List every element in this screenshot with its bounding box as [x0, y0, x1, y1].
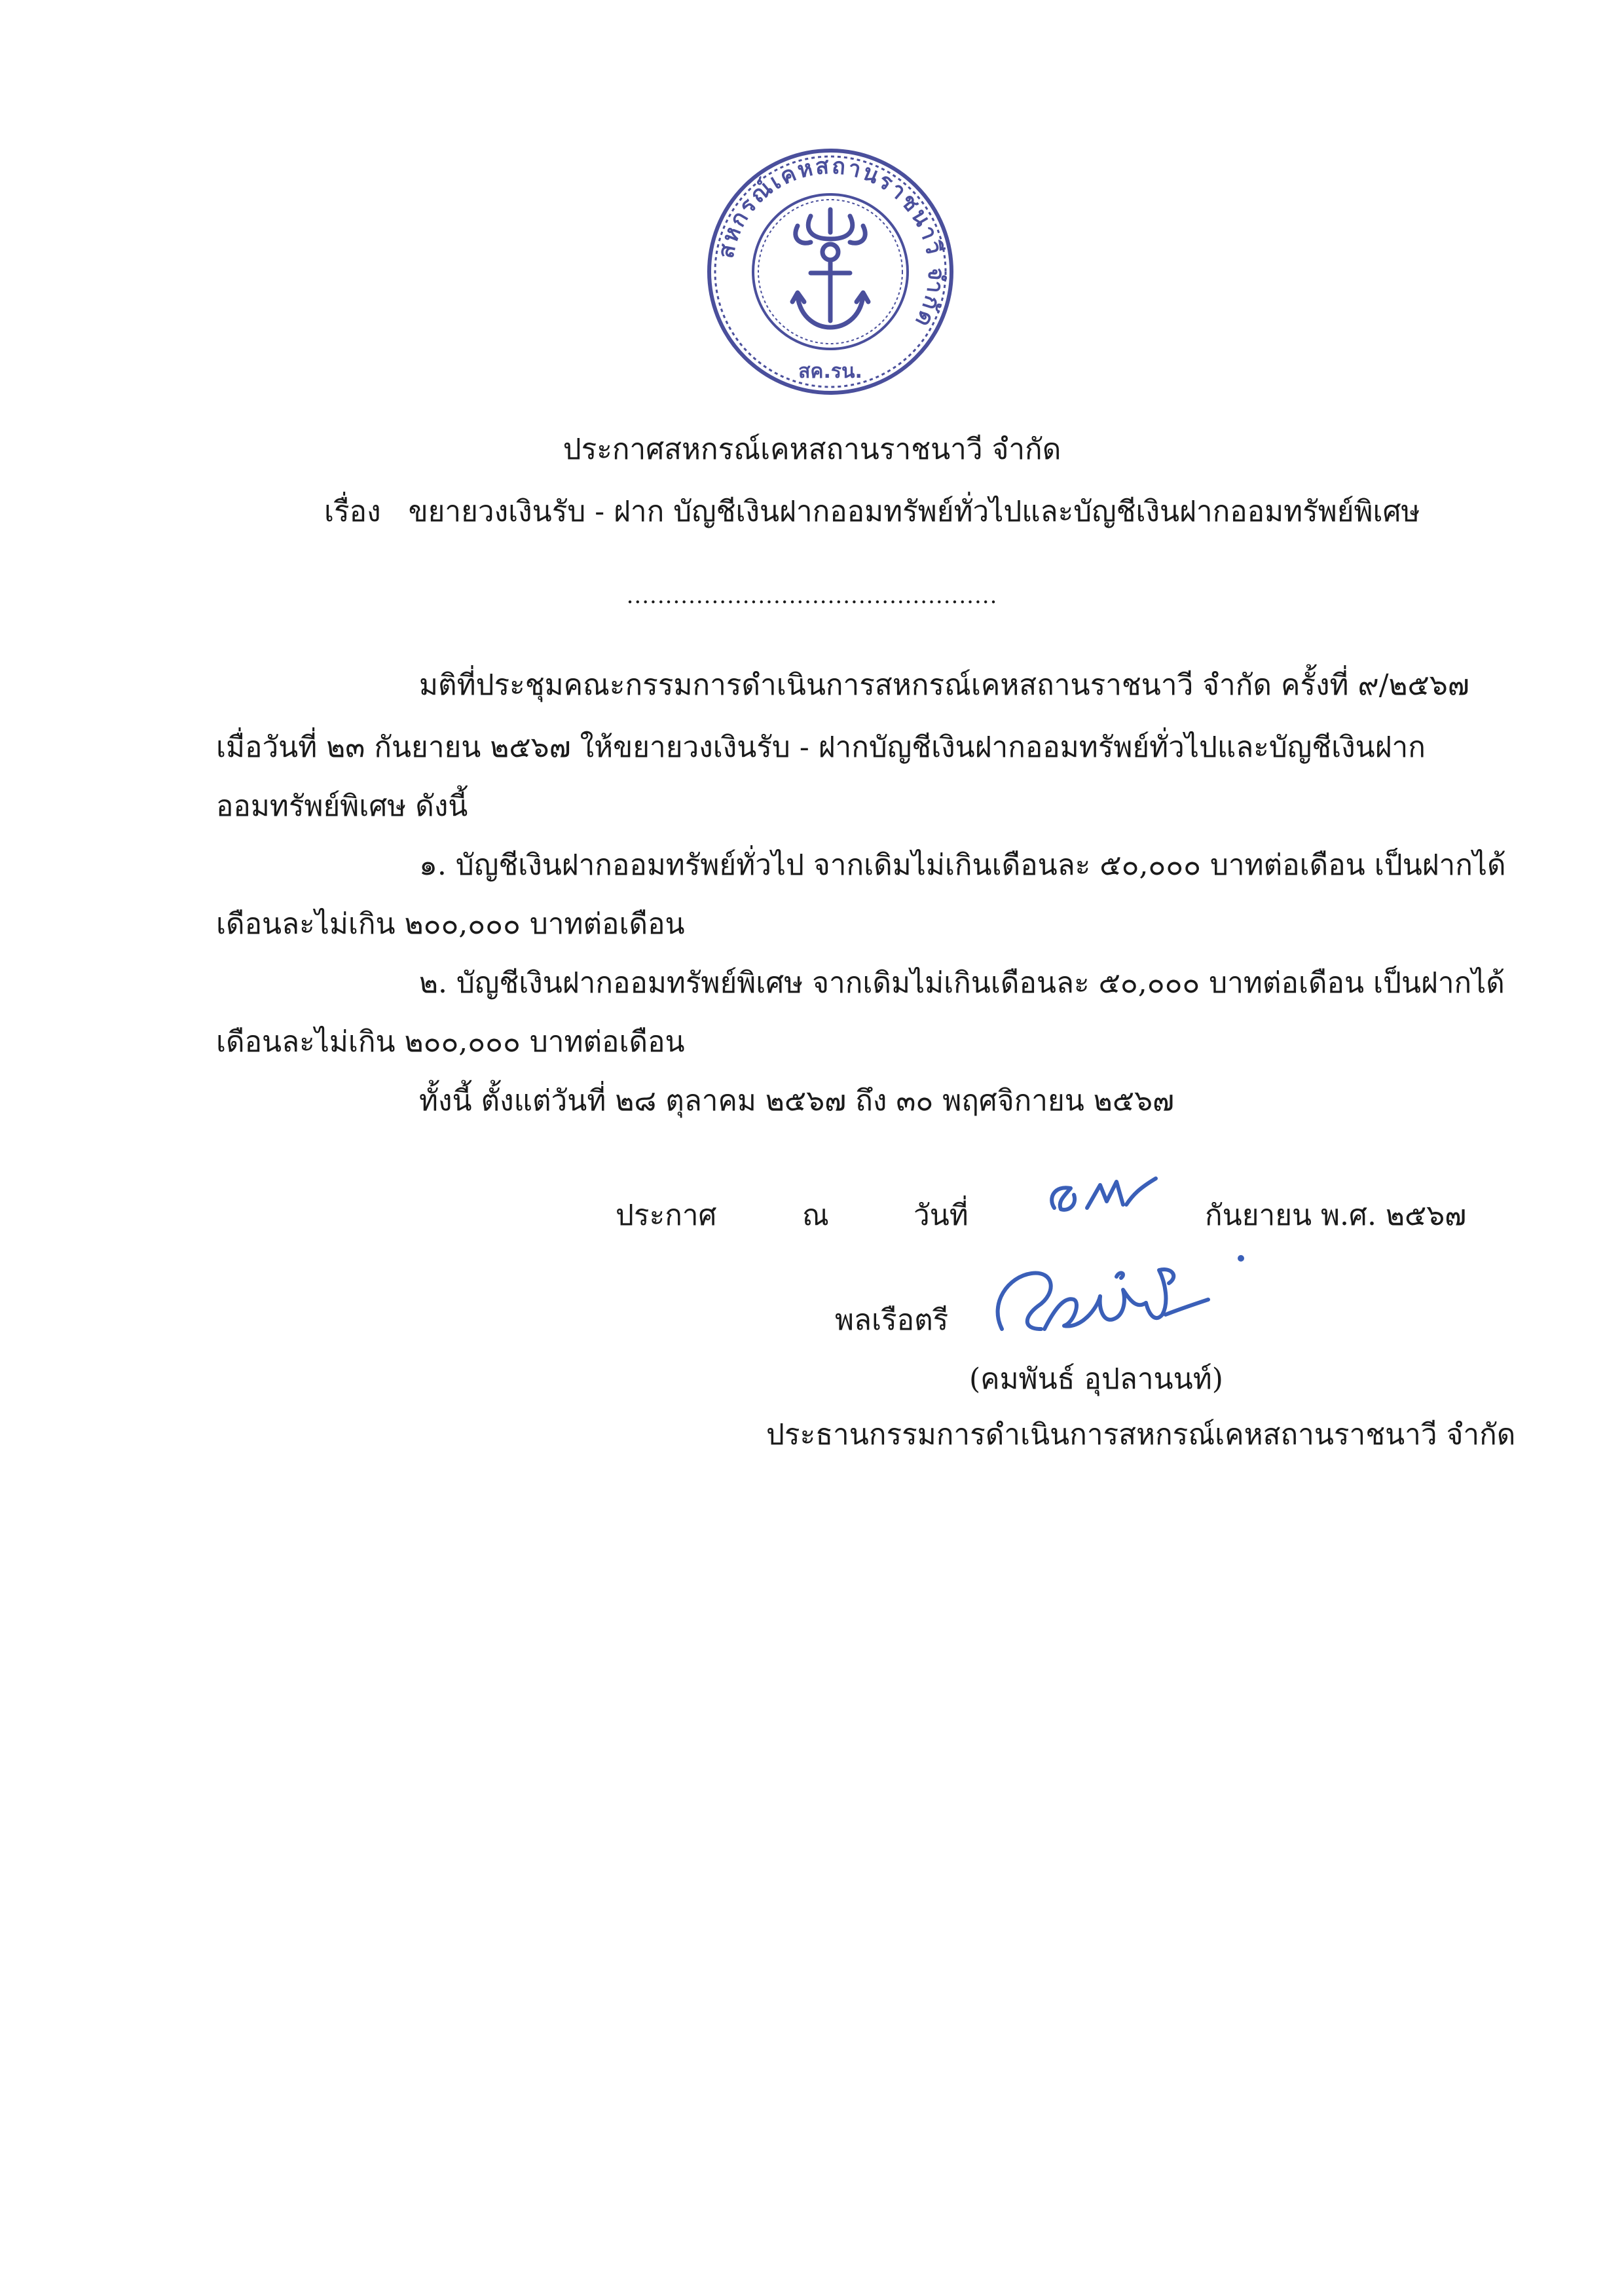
signatory-rank: พลเรือตรี	[835, 1303, 949, 1337]
cooperative-seal-logo	[706, 147, 955, 396]
item-1-line-2: เดือนละไม่เกิน ๒๐๐,๐๐๐ บาทต่อเดือน	[216, 907, 685, 941]
subject-label: เรื่อง	[324, 495, 381, 528]
effective-period: ทั้งนี้ ตั้งแต่วันที่ ๒๘ ตุลาคม ๒๕๖๗ ถึง ๓๐ พฤศจิกายน ๒๕๖๗	[419, 1084, 1175, 1118]
resolution-line-2: เมื่อวันที่ ๒๓ กันยายน ๒๕๖๗ ให้ขยายวงเงินรับ - ฝากบัญชีเงินฝากออมทรัพย์ทั่วไปและบัญชีเงินฝาก	[216, 731, 1426, 764]
seal-org-text: สหกรณ์เคหสถานราชนาวี จำกัด	[712, 153, 950, 333]
announcement-title: ประกาศสหกรณ์เคหสถานราชนาวี จำกัด	[563, 433, 1061, 466]
handwritten-day	[1041, 1169, 1172, 1221]
subject-line	[324, 495, 1420, 528]
handwritten-signature	[982, 1237, 1257, 1349]
resolution-line-1: มติที่ประชุมคณะกรรมการดำเนินการสหกรณ์เคหสถานราชนาวี จำกัด ครั้งที่ ๙/๒๕๖๗	[419, 668, 1469, 702]
resolution-line-3: ออมทรัพย์พิเศษ ดังนี้	[216, 790, 468, 823]
subject-text: ขยายวงเงินรับ - ฝาก บัญชีเงินฝากออมทรัพย์ทั่วไปและบัญชีเงินฝากออมทรัพย์พิเศษ	[408, 495, 1420, 528]
item-2-line-2: เดือนละไม่เกิน ๒๐๐,๐๐๐ บาทต่อเดือน	[216, 1025, 685, 1059]
signatory-name: (คมพันธ์ อุปลานนท์)	[969, 1362, 1223, 1396]
seal-abbrev-text: สค.รน.	[798, 360, 862, 383]
announce-word: ประกาศ	[616, 1199, 717, 1232]
item-2-line-1: ๒. บัญชีเงินฝากออมทรัพย์พิเศษ จากเดิมไม่เกินเดือนละ ๕๐,๐๐๐ บาทต่อเดือน เป็นฝากได้	[419, 966, 1505, 1000]
anchor-trident-icon	[792, 210, 868, 327]
separator-dots: ................................................	[626, 583, 998, 609]
item-1-line-1: ๑. บัญชีเงินฝากออมทรัพย์ทั่วไป จากเดิมไม่เกินเดือนละ ๕๐,๐๐๐ บาทต่อเดือน เป็นฝากได้	[419, 848, 1506, 882]
date-word: วันที่	[913, 1199, 969, 1232]
month-year: กันยายน พ.ศ. ๒๕๖๗	[1205, 1199, 1467, 1232]
signatory-position: ประธานกรรมการดำเนินการสหกรณ์เคหสถานราชนาวี จำกัด	[766, 1418, 1516, 1451]
at-word: ณ	[802, 1199, 829, 1232]
